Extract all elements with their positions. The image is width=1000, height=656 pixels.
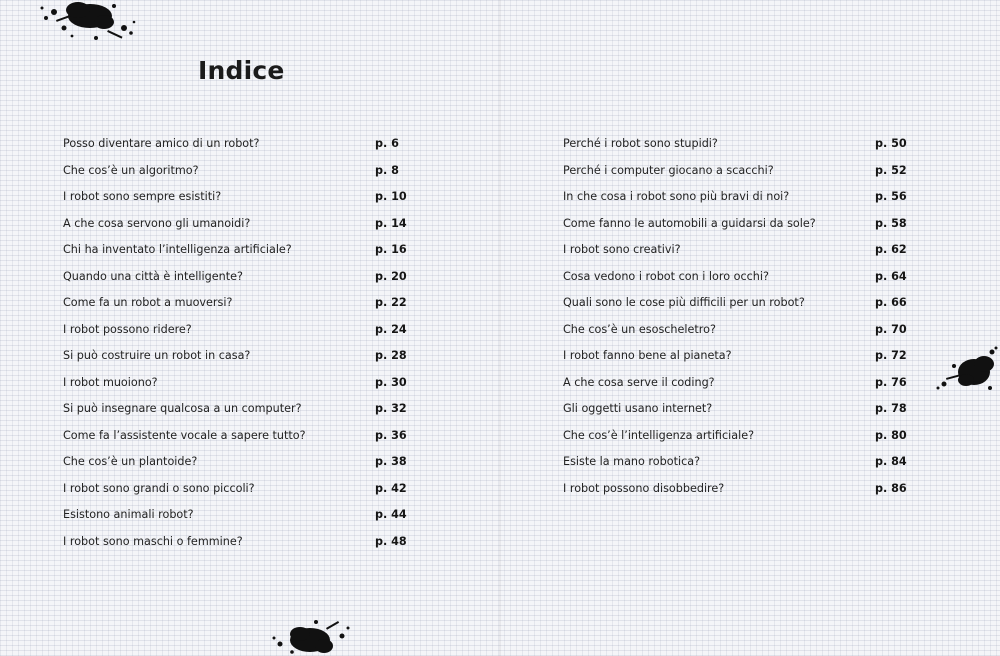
toc-entry — [563, 347, 913, 374]
toc-entry — [63, 480, 413, 507]
toc-entry — [63, 294, 413, 321]
toc-page-number: p. 24 — [375, 322, 407, 336]
toc-page-number: p. 14 — [375, 216, 407, 230]
toc-question: Come fanno le automobili a guidarsi da sole? — [563, 216, 816, 230]
toc-entry — [563, 215, 913, 242]
toc-page-number: p. 58 — [875, 216, 907, 230]
toc-question: I robot sono sempre esistiti? — [63, 190, 222, 203]
toc-question: Cosa vedono i robot con i loro occhi? — [563, 269, 769, 283]
toc-page-number: p. 62 — [875, 243, 907, 256]
toc-left-column — [63, 135, 413, 559]
toc-entry — [563, 294, 913, 321]
toc-page-number: p. 38 — [375, 455, 407, 468]
toc-question: I robot sono creativi? — [563, 243, 681, 256]
toc-entry — [63, 347, 413, 374]
toc-question: Si può insegnare qualcosa a un computer? — [63, 402, 302, 415]
toc-entry — [563, 268, 913, 295]
toc-entry — [63, 162, 413, 189]
toc-question: I robot possono ridere? — [63, 322, 192, 336]
toc-entry — [63, 215, 413, 242]
toc-page-number: p. 50 — [875, 137, 907, 150]
toc-page-number: p. 84 — [875, 455, 907, 468]
toc-question: I robot muoiono? — [63, 375, 158, 389]
toc-question: Come fa l’assistente vocale a sapere tutto? — [63, 428, 306, 442]
toc-entry — [63, 135, 413, 162]
toc-question: A che cosa serve il coding? — [563, 375, 715, 389]
toc-page-number: p. 66 — [875, 296, 907, 309]
toc-question: I robot fanno bene al pianeta? — [563, 349, 732, 362]
toc-entry — [63, 268, 413, 295]
toc-question: In che cosa i robot sono più bravi di noi? — [563, 190, 790, 203]
toc-question: Posso diventare amico di un robot? — [63, 137, 260, 150]
ink-splatter-icon — [934, 344, 1000, 398]
toc-page-number: p. 76 — [875, 375, 907, 389]
toc-question: Chi ha inventato l’intelligenza artificiale? — [63, 243, 292, 256]
toc-entry — [563, 453, 913, 480]
toc-question: Che cos’è un algoritmo? — [63, 163, 199, 177]
toc-page-number: p. 30 — [375, 375, 407, 389]
toc-question: Gli oggetti usano internet? — [563, 402, 713, 415]
toc-page-number: p. 86 — [875, 481, 907, 495]
toc-page-number: p. 64 — [875, 269, 907, 283]
toc-page-number: p. 42 — [375, 481, 407, 495]
toc-entry — [563, 374, 913, 401]
toc-entry — [63, 241, 413, 268]
toc-entry — [563, 321, 913, 348]
page-gutter — [499, 0, 501, 656]
toc-question: Quali sono le cose più difficili per un robot? — [563, 296, 805, 309]
toc-page-number: p. 52 — [875, 163, 907, 177]
toc-question: Come fa un robot a muoversi? — [63, 296, 233, 309]
toc-page-number: p. 80 — [875, 428, 907, 442]
toc-page-number: p. 10 — [375, 190, 407, 203]
toc-page-number: p. 16 — [375, 243, 407, 256]
toc-entry — [563, 480, 913, 507]
toc-question: Che cos’è un esoscheletro? — [563, 322, 716, 336]
toc-entry — [563, 135, 913, 162]
toc-question: Si può costruire un robot in casa? — [63, 349, 251, 362]
toc-entry — [563, 188, 913, 215]
toc-entry — [563, 400, 913, 427]
toc-page-number: p. 78 — [875, 402, 907, 415]
toc-question: Esiste la mano robotica? — [563, 455, 701, 468]
toc-question: Quando una città è intelligente? — [63, 269, 243, 283]
toc-question: Perché i computer giocano a scacchi? — [563, 163, 774, 177]
toc-page-number: p. 48 — [375, 534, 407, 548]
toc-question: I robot sono maschi o femmine? — [63, 534, 243, 548]
toc-page-number: p. 32 — [375, 402, 407, 415]
toc-question: I robot sono grandi o sono piccoli? — [63, 481, 255, 495]
toc-page-number: p. 56 — [875, 190, 907, 203]
toc-entry — [63, 321, 413, 348]
toc-question: Esistono animali robot? — [63, 508, 194, 521]
toc-question: Perché i robot sono stupidi? — [563, 137, 718, 150]
toc-entry — [63, 188, 413, 215]
toc-question: I robot possono disobbedire? — [563, 481, 725, 495]
toc-entry — [63, 533, 413, 560]
toc-page-number: p. 6 — [375, 137, 399, 150]
toc-question: Che cos’è un plantoide? — [63, 455, 198, 468]
toc-page-number: p. 8 — [375, 163, 399, 177]
toc-entry — [63, 453, 413, 480]
toc-entry — [563, 162, 913, 189]
toc-question: A che cosa servono gli umanoidi? — [63, 216, 251, 230]
toc-right-column — [563, 135, 913, 506]
toc-entry — [63, 374, 413, 401]
toc-page-number: p. 36 — [375, 428, 407, 442]
toc-entry — [63, 427, 413, 454]
toc-page-number: p. 72 — [875, 349, 907, 362]
toc-page-number: p. 70 — [875, 322, 907, 336]
toc-page-number: p. 22 — [375, 296, 407, 309]
toc-question: Che cos’è l’intelligenza artificiale? — [563, 428, 755, 442]
toc-page-number: p. 44 — [375, 508, 407, 521]
toc-entry — [563, 241, 913, 268]
toc-entry — [63, 506, 413, 533]
toc-entry — [563, 427, 913, 454]
toc-entry — [63, 400, 413, 427]
toc-page-number: p. 20 — [375, 269, 407, 283]
ink-splatter-icon — [268, 614, 354, 656]
page-title: Indice — [198, 56, 285, 85]
ink-splatter-icon — [34, 0, 138, 46]
toc-page-number: p. 28 — [375, 349, 407, 362]
